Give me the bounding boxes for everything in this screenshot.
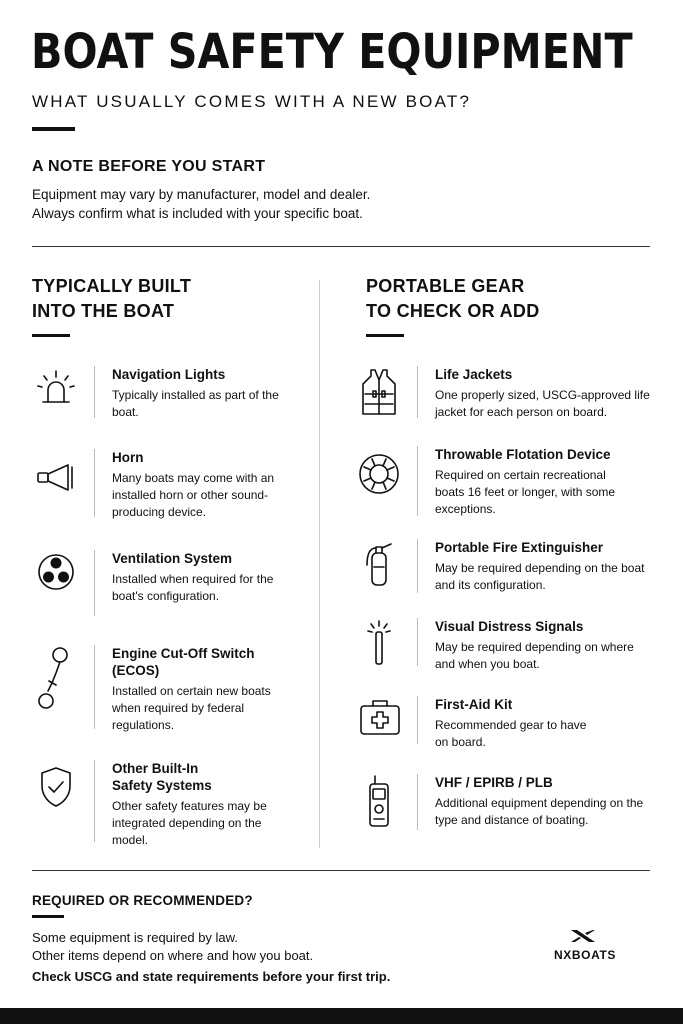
column-divider [319,280,320,848]
note-text [32,185,370,223]
item-desc: Typically installed as part of the boat. [112,388,279,419]
built-in-heading: TYPICALLY BUILT INTO THE BOAT [32,276,192,321]
item-desc: Installed on certain new boats when required by federal regulations. [112,684,271,732]
page-title: BOAT SAFETY EQUIPMENT [31,24,633,80]
item-name: Navigation Lights [112,367,226,382]
flare-icon [357,618,401,672]
built-in-accent-bar [32,334,70,337]
nxboats-logo-icon [569,928,597,944]
item-name: First-Aid Kit [435,697,513,712]
item-name: Ventilation System [112,551,233,566]
item-name: Horn [112,450,144,465]
item-name: Visual Distress Signals [435,619,584,634]
item-desc: Recommended gear to have on board. [435,718,587,749]
item-desc: One properly sized, USCG-approved life jacket for each person on board. [435,388,650,419]
required-line-2: Other items depend on where and how you boat. [32,948,314,963]
brand-logo [543,928,627,964]
note-line-1: Equipment may vary by manufacturer, model and dealer. [32,187,371,202]
lanyard-icon [34,645,78,711]
footer-bar [0,1008,683,1024]
required-callout: Check USCG and state requirements before your first trip. [32,969,391,984]
section-divider-top [32,246,650,247]
item-desc: Required on certain recreational boats 16 feet or longer, with some exceptions. [435,468,616,516]
required-accent-bar [32,915,64,918]
item-desc: May be required depending on where and when you boat. [435,640,634,671]
item-name: Life Jackets [435,367,513,382]
section-divider-bottom [32,870,650,871]
life-ring-icon [357,446,401,500]
life-jacket-icon [357,366,401,420]
item-name: Other Built-In Safety Systems [112,761,212,793]
fan-icon [34,550,78,604]
title-accent-bar [32,127,75,131]
item-name: VHF / EPIRB / PLB [435,775,553,790]
item-desc: Installed when required for the boat's configuration. [112,572,274,603]
required-line-1: Some equipment is required by law. [32,930,238,945]
brand-name: NXBOATS [554,948,616,962]
portable-accent-bar [366,334,404,337]
fire-extinguisher-icon [357,539,401,593]
horn-icon [34,449,78,503]
navigation-light-icon [34,366,78,420]
required-title: REQUIRED OR RECOMMENDED? [32,893,253,908]
shield-check-icon [34,760,78,814]
item-desc: Additional equipment depending on the type and distance of boating. [435,796,644,827]
note-title: A NOTE BEFORE YOU START [32,158,266,175]
radio-icon [357,774,401,828]
required-text [32,929,313,965]
item-name: Engine Cut-Off Switch (ECOS) [112,646,255,678]
note-line-2: Always confirm what is included with your specific boat. [32,206,363,221]
item-desc: May be required depending on the boat and its configuration. [435,561,645,592]
item-desc: Many boats may come with an installed horn or other sound-producing device. [112,471,275,519]
page-subtitle: WHAT USUALLY COMES WITH A NEW BOAT? [32,92,472,111]
item-desc: Other safety features may be integrated depending on the model. [112,799,267,847]
item-name: Throwable Flotation Device [435,447,611,462]
first-aid-kit-icon [357,696,401,750]
item-name: Portable Fire Extinguisher [435,540,604,555]
portable-heading: PORTABLE GEAR TO CHECK OR ADD [366,276,540,321]
